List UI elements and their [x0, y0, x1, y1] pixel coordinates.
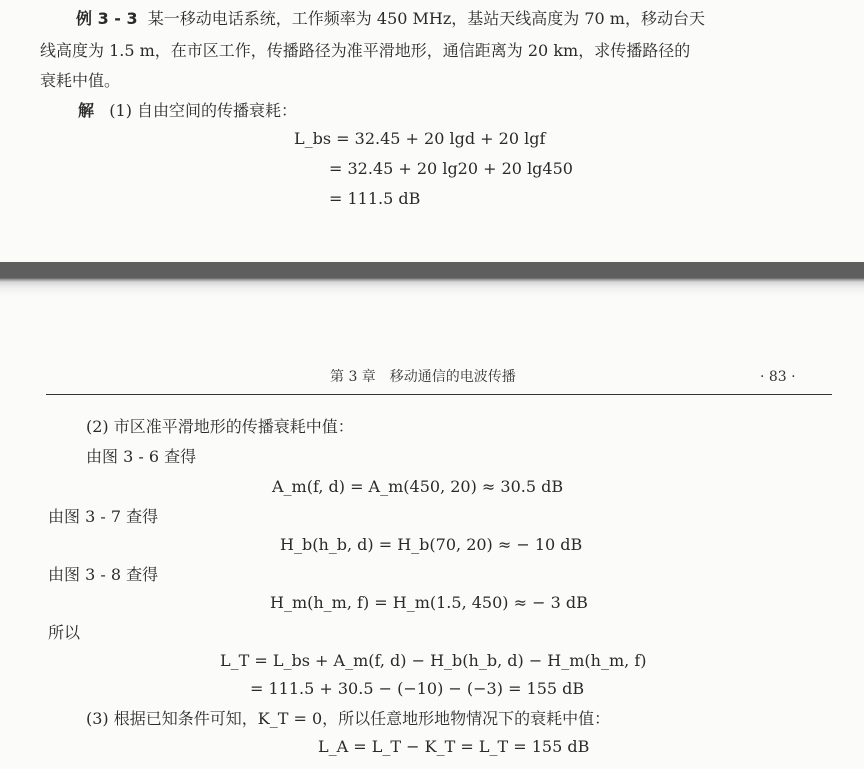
- equation-lbs-2: = 32.45 + 20 lg20 + 20 lg450: [329, 159, 573, 178]
- page-top: [0, 0, 864, 262]
- page-bottom: [0, 296, 864, 769]
- step-1-text: (1) 自由空间的传播衰耗：: [109, 101, 298, 120]
- from-fig-3-7: 由图 3 - 7 查得: [48, 507, 159, 526]
- running-header: 第 3 章 移动通信的电波传播: [330, 369, 516, 385]
- problem-line-2: 线高度为 1.5 m，在市区工作，传播路径为准平滑地形，通信距离为 20 km，求传播路径的: [40, 41, 691, 60]
- header-rule: [46, 394, 832, 395]
- page-gap-divider: [0, 262, 864, 296]
- solution-line: [78, 100, 297, 122]
- problem-line-3: 衰耗中值。: [40, 71, 121, 90]
- equation-hm: H_m(h_m, f) = H_m(1.5, 450) ≈ − 3 dB: [270, 593, 588, 612]
- equation-hb: H_b(h_b, d) = H_b(70, 20) ≈ − 10 dB: [280, 535, 583, 554]
- problem-text-1: 某一移动电话系统，工作频率为 450 MHz，基站天线高度为 70 m，移动台天: [147, 9, 705, 28]
- equation-la: L_A = L_T − K_T = L_T = 155 dB: [318, 737, 590, 756]
- problem-line-1: [76, 8, 705, 30]
- equation-lbs-3: = 111.5 dB: [329, 189, 421, 208]
- example-label: 例 3 - 3: [76, 9, 138, 28]
- step-2-text: (2) 市区准平滑地形的传播衰耗中值：: [86, 417, 354, 436]
- solution-label: 解: [78, 101, 95, 120]
- step-3-text: (3) 根据已知条件可知，K_T = 0，所以任意地形地物情况下的衰耗中值：: [86, 709, 611, 728]
- from-fig-3-8: 由图 3 - 8 查得: [48, 565, 159, 584]
- equation-lbs-1: L_bs = 32.45 + 20 lgd + 20 lgf: [294, 129, 546, 148]
- so-text: 所以: [48, 623, 81, 642]
- equation-lt-1: L_T = L_bs + A_m(f, d) − H_b(h_b, d) − H_m(h_m, f): [220, 651, 647, 670]
- equation-lt-2: = 111.5 + 30.5 − (−10) − (−3) = 155 dB: [250, 679, 585, 698]
- equation-am: A_m(f, d) = A_m(450, 20) ≈ 30.5 dB: [272, 477, 564, 496]
- from-fig-3-6: 由图 3 - 6 查得: [86, 447, 197, 466]
- page-number: · 83 ·: [760, 369, 796, 385]
